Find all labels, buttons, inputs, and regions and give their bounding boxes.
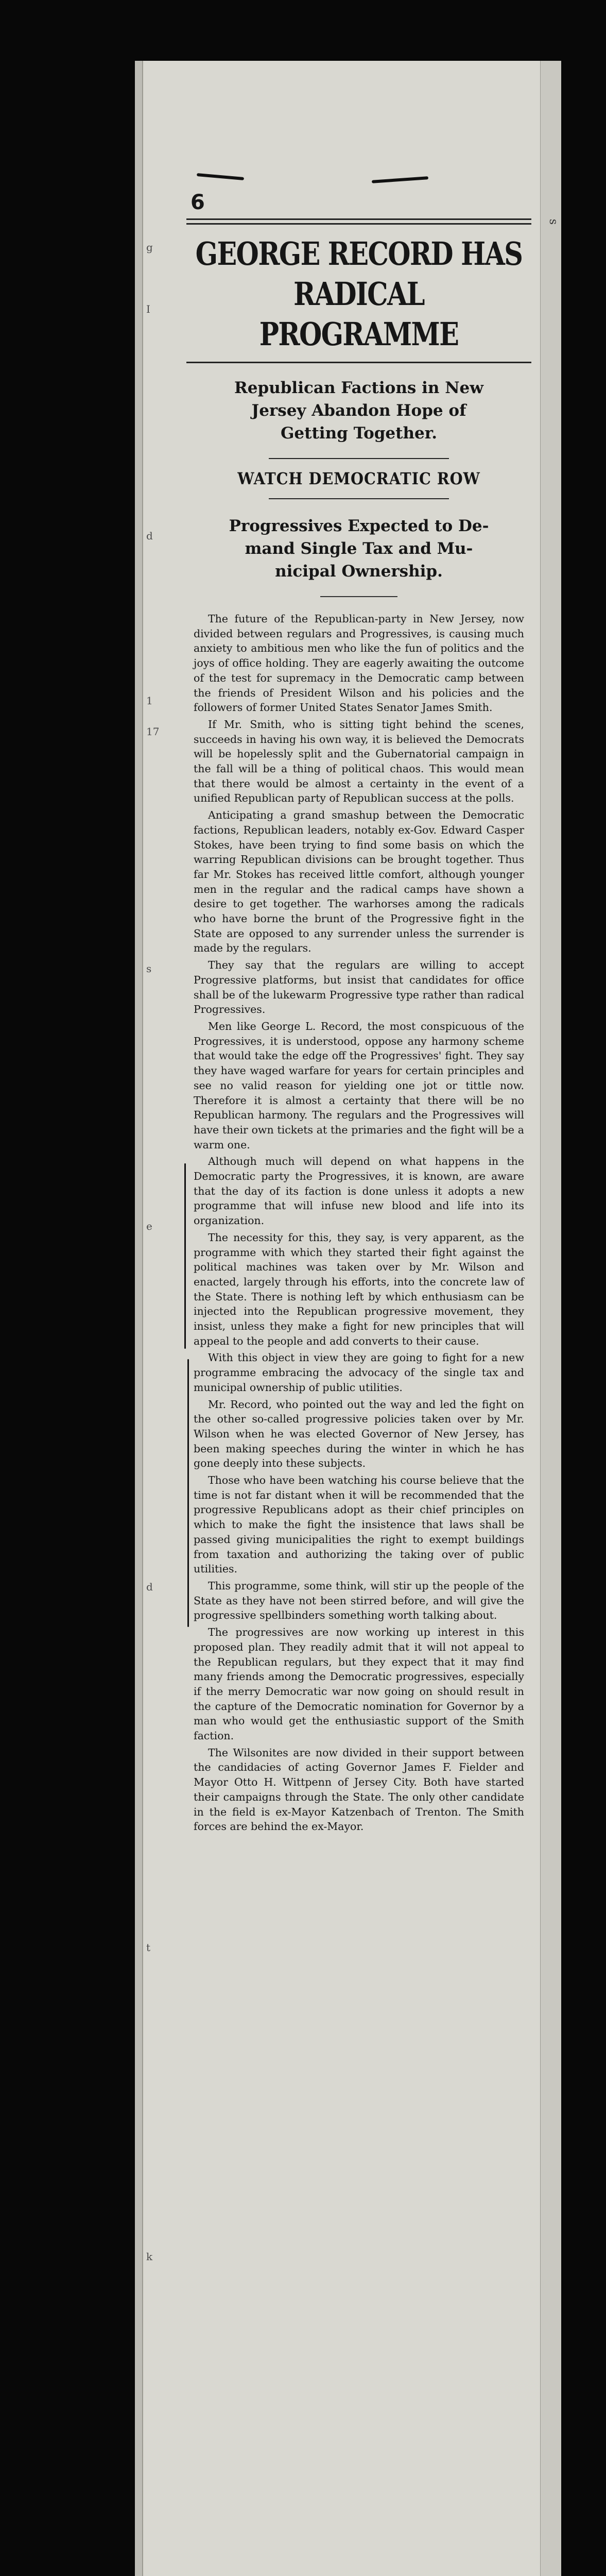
subdeck bbox=[200, 515, 518, 583]
margin-fragment: d bbox=[146, 1581, 153, 1593]
subdeck-line: mand Single Tax and Mu- bbox=[245, 539, 473, 558]
margin-fragment: e bbox=[146, 1220, 152, 1232]
paragraph: With this object in view they are going to fight for a new programme embracing the advocacy of the single tax and municipal ownership of public utilities. bbox=[194, 1351, 524, 1394]
left-margin-fragments bbox=[146, 241, 177, 2405]
top-rule bbox=[186, 218, 531, 220]
headline-line: RADICAL PROGRAMME bbox=[259, 275, 459, 353]
paragraph: They say that the regulars are willing to accept Progressive platforms, but insist that candidates for office shall be of the lukewarm Progressive type rather than radical Progressives. bbox=[194, 959, 524, 1016]
margin-fragment: 1 bbox=[146, 694, 153, 707]
margin-fragment: d bbox=[146, 530, 153, 542]
paragraph: The progressives are now working up interest in this proposed plan. They readily admit that it will not appeal to the Republican regulars, but they expect that it may find many friends among the Democratic progressives, especially if the merry Democratic war now going on should result in the capture of the Democratic nomination for Governor by a man who would get the enthusiastic support of the Smith faction. bbox=[194, 1626, 524, 1742]
deck-line: Republican Factions in New bbox=[234, 379, 483, 397]
margin-fragment: g bbox=[146, 241, 153, 253]
paragraph: The Wilsonites are now divided in their support between the candidacies of acting Governor James F. Fielder and Mayor Otto H. Wittpenn of Jersey City. Both have started their campaigns through the State. The only other candidate in the field is ex-Mayor Katzenbach of Trenton. The Smith forces are behind the ex-Mayor. bbox=[194, 1746, 524, 1833]
headline-rule bbox=[186, 362, 531, 363]
margin-fragment: t bbox=[146, 1941, 151, 1954]
subdeck-line: nicipal Ownership. bbox=[275, 562, 443, 581]
margin-fragment: I bbox=[146, 303, 150, 315]
paragraph: This programme, some think, will stir up the people of the State as they have not been stirred before, and will give the progressive spellbinders something worth talking about. bbox=[194, 1580, 524, 1622]
paragraph: The necessity for this, they say, is very apparent, as the programme with which they started their fight against the political machines was taken over by Mr. Wilson and enacted, largely through his efforts, into the concrete law of the State. There is nothing left by which enthusiasm can be injected into the Republican progressive movement, they insist, unless they make a fight for new principles that will appeal to the people and add converts to their cause. bbox=[194, 1231, 524, 1347]
paragraph: Mr. Record, who pointed out the way and led the fight on the other so-called progressive policies taken over by Mr. Wilson when he was elected Governor of New Jersey, has been making speeches during the winter in which he has gone deeply into these subjects. bbox=[194, 1398, 524, 1470]
article-body bbox=[194, 612, 524, 1834]
adjacent-column-edge bbox=[540, 61, 561, 2576]
page-number: 6 bbox=[191, 191, 205, 214]
margin-fragment: s bbox=[146, 962, 152, 975]
headline-line: GEORGE RECORD HAS bbox=[195, 235, 523, 273]
headline bbox=[186, 234, 531, 354]
paragraph: Those who have been watching his course believe that the time is not far distant when it will be recommended that the progressive Republicans adopt as their chief principles on which to make the fight the insistence that laws shall be passed giving municipalities the right to exempt buildings from taxation and authorizing the taking over of public utilities. bbox=[194, 1474, 524, 1575]
subhead-rule bbox=[269, 458, 449, 459]
deck-line: Jersey Abandon Hope of bbox=[251, 401, 466, 420]
edge-fragment: s bbox=[546, 218, 560, 225]
paragraph: Anticipating a grand smashup between the Democratic factions, Republican leaders, notably ex-Gov. Edward Casper Stokes, have been trying to find some basis on which the warring Republican divisions can be brought together. Thus far Mr. Stokes has received little comfort, although younger men in the regular and the radical camps have shown a desire to get together. The warhorses among the radicals who have borne the brunt of the Progressive fight in the State are opposed to any surrender unless the surrender is made by the regulars. bbox=[194, 809, 524, 955]
deck-line: Getting Together. bbox=[280, 424, 438, 443]
margin-fragment: 17 bbox=[146, 725, 160, 738]
subhead-rule bbox=[269, 498, 449, 499]
subhead: WATCH DEMOCRATIC ROW bbox=[237, 469, 480, 488]
deck bbox=[200, 377, 518, 445]
article-clipping bbox=[186, 81, 531, 1834]
subdeck-line: Progressives Expected to De- bbox=[229, 517, 489, 535]
paragraph: The future of the Republican-party in New Jersey, now divided between regulars and Progressives, is causing much anxiety to ambitious men who like the fun of politics and the joys of office holding. They are eagerly awaiting the outcome of the test for supremacy in the Democratic camp between the friends of President Wilson and his policies and the followers of former United States Senator James Smith. bbox=[194, 613, 524, 714]
newspaper-clipping-scan bbox=[135, 61, 561, 2576]
paragraph: If Mr. Smith, who is sitting tight behind the scenes, succeeds in having his own way, it is believed the Democrats will be hopelessly split and the Gubernatorial campaign in the fall will be a thing of political chaos. This would mean that there would be almost a certainty in the event of a unified Republican party of Republican success at the polls. bbox=[194, 718, 524, 805]
paragraph: Although much will depend on what happens in the Democratic party the Progressives, it is known, are aware that the day of its faction is done unless it adopts a new programme that will infuse new blood and life into its organization. bbox=[194, 1155, 524, 1227]
margin-fragment: k bbox=[146, 2250, 153, 2263]
top-rule-secondary bbox=[186, 223, 531, 225]
scan-left-edge bbox=[135, 61, 143, 2576]
body-divider bbox=[320, 596, 397, 597]
margin-bracket bbox=[184, 1163, 186, 1349]
paragraph: Men like George L. Record, the most conspicuous of the Progressives, it is understood, oppose any harmony scheme that would take the edge off the Progressives' fight. They say they have waged warfare for years for certain principles and see no valid reason for yielding one jot or tittle now. Therefore it is almost a certainty that there will be no Republican harmony. The regulars and the Progressives will have their own tickets at the primaries and the fight will be a warm one. bbox=[194, 1020, 524, 1151]
